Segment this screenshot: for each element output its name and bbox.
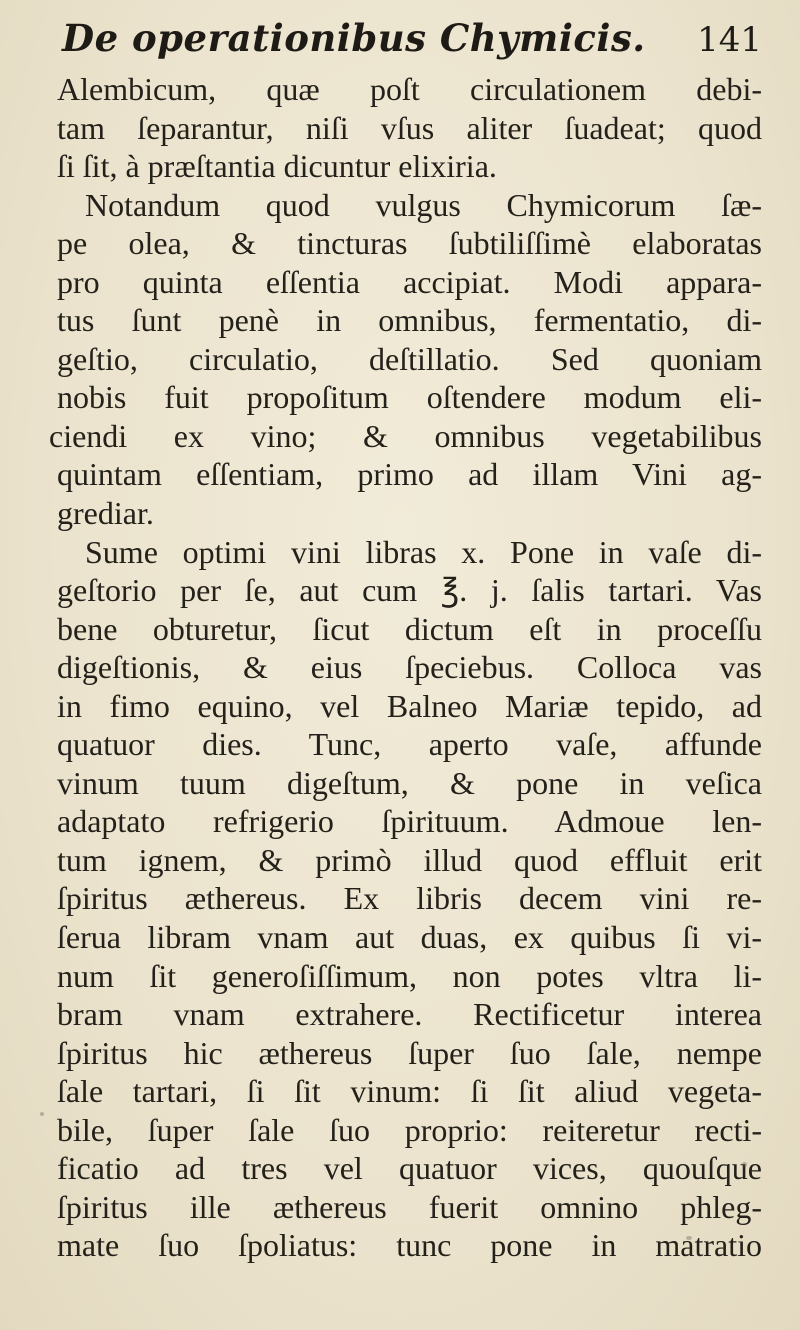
text-line: tam ſeparantur, niſi vſus aliter ſuadeat; quod bbox=[57, 109, 762, 146]
text-line: in fimo equino, vel Balneo Mariæ tepido, ad bbox=[57, 687, 762, 724]
text-line: geſtorio per ſe, aut cum ℥. j. ſalis tartari. Vas bbox=[57, 572, 762, 609]
text-line: digeſtionis, & eius ſpeciebus. Colloca vas bbox=[57, 649, 762, 686]
ink-speck bbox=[742, 1162, 747, 1167]
text-line: ficatio ad tres vel quatuor vices, quouſque bbox=[57, 1150, 762, 1187]
text-line: ſpiritus æthereus. Ex libris decem vini re- bbox=[57, 880, 762, 917]
ink-speck bbox=[40, 1112, 44, 1116]
text-line: bile, ſuper ſale ſuo proprio: reiteretur recti- bbox=[57, 1111, 762, 1148]
text-line: pro quinta eſſentia accipiat. Modi appara- bbox=[57, 263, 762, 300]
text-line: vinum tuum digeſtum, & pone in veſica bbox=[57, 764, 762, 801]
text-line: ſerua libram vnam aut duas, ex quibus ſi vi- bbox=[57, 919, 762, 956]
text-line: pe olea, & tincturas ſubtiliſſimè elaboratas bbox=[57, 225, 762, 262]
text-line: Notandum quod vulgus Chymicorum ſæ- bbox=[85, 186, 762, 223]
text-line: bram vnam extrahere. Rectificetur interea bbox=[57, 996, 762, 1033]
ink-speck bbox=[686, 1236, 692, 1240]
page-header bbox=[62, 14, 762, 70]
body-text bbox=[49, 70, 762, 1265]
text-line: mate ſuo ſpoliatus: tunc pone in matratio bbox=[57, 1227, 762, 1264]
text-line: Alembicum, quæ poſt circulationem debi- bbox=[57, 71, 762, 107]
running-title: De operationibus Chymicis. bbox=[62, 16, 646, 60]
text-line: num ſit generoſiſſimum, non potes vltra li- bbox=[57, 957, 762, 994]
text-line: grediar. bbox=[57, 495, 154, 532]
text-line: quatuor dies. Tunc, aperto vaſe, affunde bbox=[57, 726, 762, 763]
text-line: tus ſunt penè in omnibus, fermentatio, di- bbox=[57, 302, 762, 339]
text-line: Sume optimi vini libras x. Pone in vaſe di- bbox=[85, 533, 762, 570]
text-line: ſpiritus ille æthereus fuerit omnino phleg- bbox=[57, 1188, 762, 1225]
text-line: nobis fuit propoſitum oſtendere modum eli- bbox=[57, 379, 762, 416]
text-line: ſale tartari, ſi ſit vinum: ſi ſit aliud vegeta- bbox=[57, 1073, 762, 1110]
text-line: geſtio, circulatio, deſtillatio. Sed quoniam bbox=[57, 340, 762, 377]
page-number: 141 bbox=[697, 20, 762, 60]
text-line: ſpiritus hic æthereus ſuper ſuo ſale, nempe bbox=[57, 1034, 762, 1071]
text-line: ciendi ex vino; & omnibus vegetabilibus bbox=[49, 417, 762, 454]
text-line: ſi ſit, à præſtantia dicuntur elixiria. bbox=[57, 148, 497, 185]
text-line: bene obturetur, ſicut dictum eſt in proceſſu bbox=[57, 610, 762, 647]
text-line: adaptato refrigerio ſpirituum. Admoue len- bbox=[57, 803, 762, 840]
text-line: quintam eſſentiam, primo ad illam Vini ag- bbox=[57, 456, 762, 493]
text-line: tum ignem, & primò illud quod effluit erit bbox=[57, 841, 762, 878]
